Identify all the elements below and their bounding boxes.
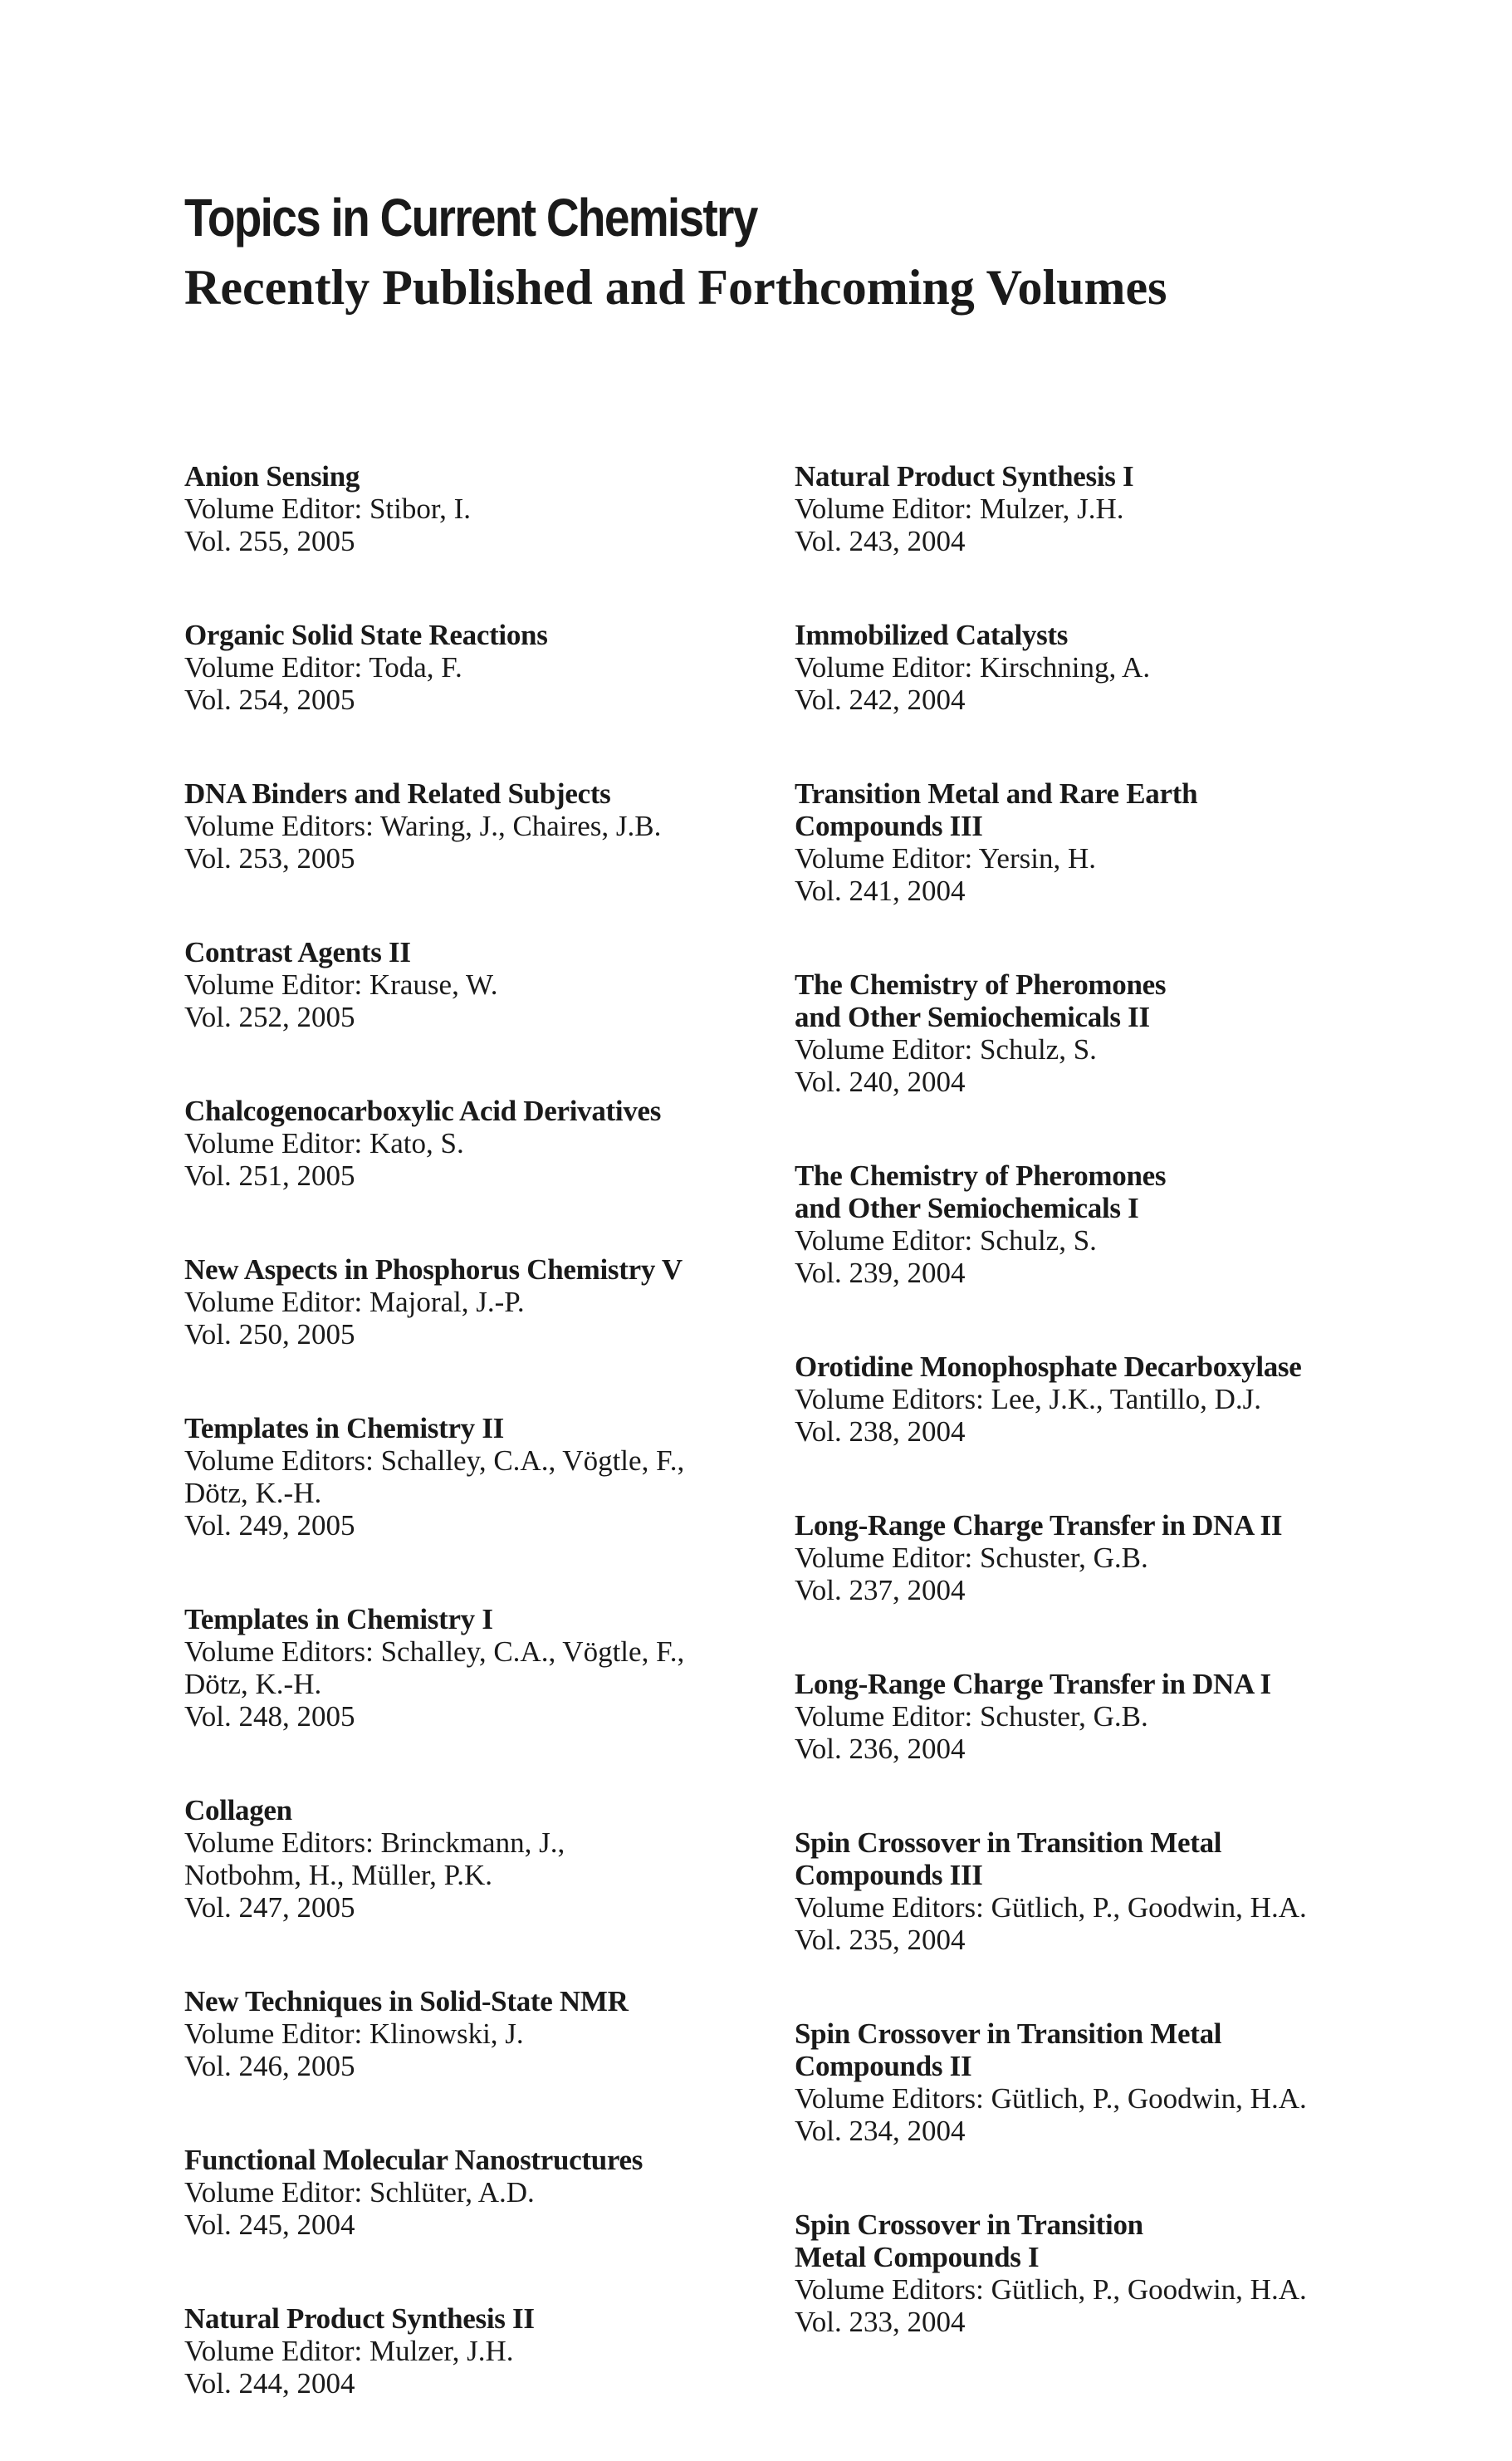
volume-title: Collagen	[184, 1794, 292, 1826]
volume-title: Spin Crossover in Transition Metal	[795, 2017, 1222, 2050]
volume-editors: Volume Editor: Yersin, H.	[795, 842, 1096, 875]
volume-editors: Volume Editor: Mulzer, J.H.	[795, 493, 1124, 525]
volume-editors: Volume Editors: Gütlich, P., Goodwin, H.A.	[795, 1891, 1307, 1924]
volume-title: DNA Binders and Related Subjects	[184, 777, 611, 810]
volume-number-year: Vol. 241, 2004	[795, 875, 966, 907]
volume-title: and Other Semiochemicals II	[795, 1001, 1150, 1033]
volume-editors: Volume Editor: Kato, S.	[184, 1127, 464, 1159]
volume-number-year: Vol. 239, 2004	[795, 1257, 966, 1289]
volume-editors: Volume Editor: Majoral, J.-P.	[184, 1286, 525, 1318]
volume-entry	[184, 1095, 766, 1192]
volume-editors: Volume Editor: Toda, F.	[184, 651, 462, 684]
volume-entry	[184, 460, 766, 557]
volume-number-year: Vol. 244, 2004	[184, 2367, 355, 2400]
page-header	[184, 184, 1388, 319]
volume-editors: Volume Editors: Gütlich, P., Goodwin, H.A.	[795, 2273, 1307, 2306]
volume-editors: Volume Editor: Schulz, S.	[795, 1033, 1097, 1066]
volume-entry	[795, 460, 1376, 557]
volume-entry	[184, 1412, 766, 1542]
volume-title: Natural Product Synthesis II	[184, 2302, 535, 2335]
volume-editors: Dötz, K.-H.	[184, 1477, 322, 1509]
volume-entry	[795, 1509, 1376, 1606]
volume-title: Functional Molecular Nanostructures	[184, 2144, 643, 2176]
volume-title: Immobilized Catalysts	[795, 619, 1069, 651]
volume-title: Transition Metal and Rare Earth	[795, 777, 1198, 810]
volume-number-year: Vol. 251, 2005	[184, 1159, 355, 1192]
volume-number-year: Vol. 238, 2004	[795, 1415, 966, 1448]
volume-list-right-column	[795, 460, 1376, 2400]
volume-editors: Volume Editor: Mulzer, J.H.	[184, 2335, 514, 2367]
volume-editors: Volume Editor: Krause, W.	[184, 968, 498, 1001]
volume-editors: Volume Editor: Schlüter, A.D.	[184, 2176, 535, 2209]
volume-title: Contrast Agents II	[184, 936, 411, 968]
volume-title: and Other Semiochemicals I	[795, 1192, 1139, 1224]
volume-entry	[184, 1603, 766, 1733]
volume-entry	[795, 1159, 1376, 1289]
volume-entry	[184, 2144, 766, 2241]
volume-title: Compounds III	[795, 1859, 983, 1891]
volume-number-year: Vol. 247, 2005	[184, 1891, 355, 1924]
volume-title: Orotidine Monophosphate Decarboxylase	[795, 1351, 1302, 1383]
volume-editors: Volume Editor: Schuster, G.B.	[795, 1700, 1148, 1733]
volume-list-left-column	[184, 460, 766, 2461]
volume-entry	[795, 968, 1376, 1098]
volume-number-year: Vol. 234, 2004	[795, 2115, 966, 2147]
volume-number-year: Vol. 237, 2004	[795, 1574, 966, 1606]
volume-title: Templates in Chemistry I	[184, 1603, 493, 1635]
volume-entry	[184, 1985, 766, 2082]
volume-title: Metal Compounds I	[795, 2241, 1040, 2273]
volume-editors: Volume Editors: Waring, J., Chaires, J.B.	[184, 810, 662, 842]
volume-number-year: Vol. 245, 2004	[184, 2209, 355, 2241]
volume-entry	[795, 2017, 1376, 2147]
volume-number-year: Vol. 236, 2004	[795, 1733, 966, 1765]
volume-title: Organic Solid State Reactions	[184, 619, 548, 651]
volume-number-year: Vol. 252, 2005	[184, 1001, 355, 1033]
volume-number-year: Vol. 253, 2005	[184, 842, 355, 875]
volume-title: Long-Range Charge Transfer in DNA II	[795, 1509, 1283, 1542]
volume-title: Spin Crossover in Transition Metal	[795, 1826, 1222, 1859]
volume-editors: Volume Editor: Stibor, I.	[184, 493, 472, 525]
volume-number-year: Vol. 240, 2004	[795, 1066, 966, 1098]
volume-editors: Volume Editors: Schalley, C.A., Vögtle, F.,	[184, 1444, 685, 1477]
series-subtitle: Recently Published and Forthcoming Volumes	[184, 260, 1167, 315]
volume-entry	[184, 936, 766, 1033]
volume-editors: Dötz, K.-H.	[184, 1668, 322, 1700]
volume-editors: Volume Editors: Lee, J.K., Tantillo, D.J.	[795, 1383, 1262, 1415]
volume-entry	[795, 1668, 1376, 1765]
volume-title: New Techniques in Solid-State NMR	[184, 1985, 629, 2017]
volume-entry	[795, 777, 1376, 907]
volume-editors: Volume Editor: Kirschning, A.	[795, 651, 1151, 684]
volume-editors: Volume Editors: Gütlich, P., Goodwin, H.A.	[795, 2082, 1307, 2115]
volume-title: Compounds III	[795, 810, 983, 842]
volume-title: Spin Crossover in Transition	[795, 2209, 1143, 2241]
volume-number-year: Vol. 255, 2005	[184, 525, 355, 557]
volume-title: The Chemistry of Pheromones	[795, 1159, 1167, 1192]
volume-number-year: Vol. 254, 2005	[184, 684, 355, 716]
volume-entry	[795, 1826, 1376, 1956]
volume-number-year: Vol. 248, 2005	[184, 1700, 355, 1733]
volume-number-year: Vol. 242, 2004	[795, 684, 966, 716]
volume-entry	[795, 2209, 1376, 2338]
volume-title: Long-Range Charge Transfer in DNA I	[795, 1668, 1271, 1700]
volume-title: Templates in Chemistry II	[184, 1412, 504, 1444]
volume-entry	[184, 2302, 766, 2400]
volume-number-year: Vol. 246, 2005	[184, 2050, 355, 2082]
volume-title: Compounds II	[795, 2050, 972, 2082]
volume-editors: Volume Editor: Schulz, S.	[795, 1224, 1097, 1257]
volume-editors: Volume Editor: Schuster, G.B.	[795, 1542, 1148, 1574]
volume-editors: Notbohm, H., Müller, P.K.	[184, 1859, 492, 1891]
volume-entry	[795, 1351, 1376, 1448]
volume-title: Chalcogenocarboxylic Acid Derivatives	[184, 1095, 662, 1127]
volume-number-year: Vol. 249, 2005	[184, 1509, 355, 1542]
volume-editors: Volume Editors: Brinckmann, J.,	[184, 1826, 565, 1859]
volume-title: Natural Product Synthesis I	[795, 460, 1134, 493]
volume-number-year: Vol. 250, 2005	[184, 1318, 355, 1351]
series-title: Topics in Current Chemistry	[184, 188, 757, 248]
volume-entry	[795, 619, 1376, 716]
volume-entry	[184, 1794, 766, 1924]
volume-entry	[184, 619, 766, 716]
volume-entry	[184, 777, 766, 875]
volume-editors: Volume Editor: Klinowski, J.	[184, 2017, 524, 2050]
volume-title: The Chemistry of Pheromones	[795, 968, 1167, 1001]
volume-number-year: Vol. 243, 2004	[795, 525, 966, 557]
volume-title: New Aspects in Phosphorus Chemistry V	[184, 1253, 683, 1286]
volume-entry	[184, 1253, 766, 1351]
volume-number-year: Vol. 235, 2004	[795, 1924, 966, 1956]
volume-editors: Volume Editors: Schalley, C.A., Vögtle, F.,	[184, 1635, 685, 1668]
volume-title: Anion Sensing	[184, 460, 360, 493]
volume-number-year: Vol. 233, 2004	[795, 2306, 966, 2338]
